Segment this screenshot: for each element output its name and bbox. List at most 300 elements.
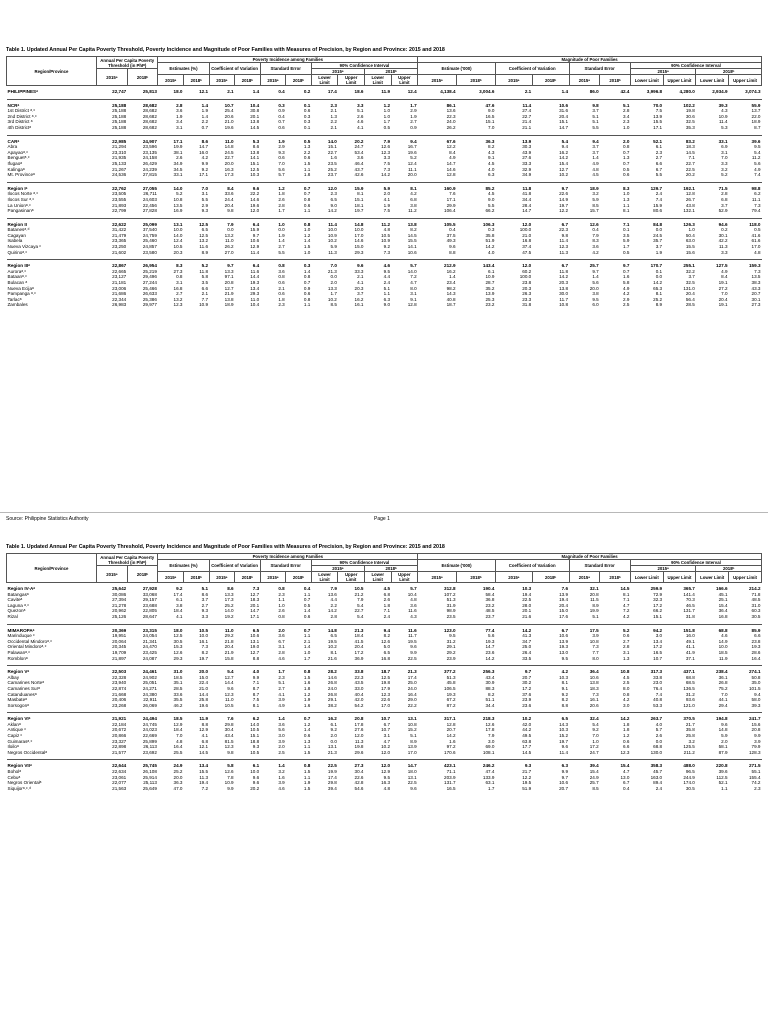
row-group (7, 760, 762, 795)
value-cell: 1.1 (303, 591, 311, 597)
value-cell: 20.1 (522, 608, 532, 614)
value-cell: 2.8 (278, 649, 285, 655)
value-cell: 8.7 (252, 685, 260, 691)
region-name-cell: Region Iᵃ (7, 182, 97, 191)
value-cell: 12.1 (199, 744, 209, 750)
value-cell: 20.1 (250, 602, 260, 608)
value-cell: 0.6 (278, 291, 285, 297)
value-cell: 370.5 (663, 713, 696, 722)
region-name-cell: 1st District ᵃ˒ᶜ (7, 108, 36, 114)
value-cell: 18.5 (718, 649, 728, 655)
value-cell: 2.4 (655, 785, 663, 791)
value-cell: 24,087 (142, 655, 157, 661)
region-name-cell: Region II (7, 218, 97, 227)
value-cell: 1.0 (623, 191, 630, 197)
value-cell: 2.8 (623, 644, 630, 650)
value-cell: 8.8 (561, 702, 569, 708)
value-cell: 3,074.3 (729, 86, 762, 100)
value-cell: 23,135 (142, 149, 157, 155)
value-cell: 10.5 (183, 624, 209, 633)
value-cell: 4.8 (176, 738, 183, 744)
value-cell: 19,709 (112, 649, 127, 655)
value-cell: 51.3 (446, 597, 456, 603)
value-cell: 7.3 (383, 249, 391, 255)
value-cell: 15.9 (338, 182, 365, 191)
value-cell: 8.2 (488, 144, 495, 150)
value-cell: 0.2 (721, 227, 728, 233)
value-cell: 9.6 (721, 721, 728, 727)
value-cell: 9.8 (569, 99, 600, 108)
value-cell: 220.8 (696, 760, 729, 769)
value-cell: 160.9 (418, 182, 457, 191)
value-cell: 13.9 (559, 591, 569, 597)
value-cell: 2.5 (623, 302, 630, 308)
value-cell: 12.0 (364, 760, 391, 769)
value-cell: 46.4 (354, 160, 364, 166)
value-cell: 3.8 (176, 602, 183, 608)
value-cell: 79.9 (751, 744, 761, 750)
row-group (7, 86, 762, 100)
value-cell: 19.5 (407, 638, 417, 644)
value-cell: 8.2 (488, 691, 495, 697)
value-cell: 7.9 (357, 597, 364, 603)
value-cell: 5.2 (410, 155, 417, 161)
value-cell: 3.7 (592, 144, 599, 150)
value-cell: 89.4 (653, 780, 663, 786)
value-cell: 39.6 (718, 769, 728, 775)
value-cell: 22,184 (112, 721, 127, 727)
value-cell: 174.0 (683, 780, 695, 786)
value-cell: 4.5 (488, 191, 495, 197)
value-cell: 9.0 (383, 302, 391, 308)
value-cell: 11.2 (364, 218, 391, 227)
value-cell: 10.9 (485, 274, 495, 280)
value-cell: 127.5 (696, 260, 729, 269)
value-cell: 36.3 (457, 135, 496, 144)
upper-limit-header: Upper Limit (338, 75, 365, 86)
value-cell: 26.2 (224, 244, 234, 250)
value-cell: 17.1 (199, 172, 209, 178)
row-group (7, 99, 762, 135)
value-cell: 12.3 (620, 749, 630, 755)
value-cell: 15.1 (485, 119, 495, 125)
mag-ci-2015-header: 2015ᵃ (630, 566, 695, 572)
value-cell: 2.0 (600, 135, 631, 144)
value-cell: 15.1 (559, 119, 569, 125)
region-name-cell: Kalingaᵃ (7, 166, 25, 172)
value-cell: 53.3 (653, 702, 663, 708)
value-cell: 51.9 (522, 785, 532, 791)
value-cell: 9.7 (592, 268, 599, 274)
value-cell: 125.5 (683, 744, 695, 750)
value-cell: 0.7 (201, 124, 209, 130)
value-cell: 67.2 (446, 697, 456, 703)
table-title: Table 1. Updated Annual Per Capita Poverty Threshold, Poverty Incidence and Magnitude of Poor Families with Measures of Precision, by Region and Province: 2015 and 2018 (6, 544, 445, 550)
value-cell: 11.2 (408, 208, 417, 214)
value-cell: 10.0 (173, 227, 183, 233)
value-cell: 244.9 (683, 774, 695, 780)
value-cell: 2.4 (383, 280, 391, 286)
lower-limit-header: Lower Limit (696, 75, 729, 86)
value-cell: 14.8 (311, 624, 338, 633)
value-cell: 25,188 (112, 119, 127, 125)
value-cell: 68.8 (685, 674, 695, 680)
value-cell: 71.8 (751, 591, 761, 597)
value-cell: 8.6 (252, 144, 260, 150)
value-cell: 85.2 (457, 182, 496, 191)
value-cell: 14.4 (250, 274, 260, 280)
value-cell: 7.1 (383, 608, 391, 614)
value-cell: 1.8 (303, 685, 311, 691)
value-cell: 11.4 (559, 749, 569, 755)
value-cell: 36.9 (354, 655, 364, 661)
region-name-cell: Boholᵃ (7, 769, 21, 775)
value-cell: 5.8 (209, 760, 235, 769)
value-cell: 22,503 (97, 666, 128, 675)
region-name-cell: Occidental Mindoroᵃ˒ᶜ (7, 638, 52, 644)
year-2018-header: 2018ᵇ (235, 572, 261, 583)
value-cell: 22,762 (97, 182, 128, 191)
value-cell: 2.7 (655, 155, 663, 161)
value-cell: 14.2 (495, 624, 532, 633)
value-cell: 0.6 (278, 124, 285, 130)
value-cell: 19.6 (250, 202, 260, 208)
value-cell: 36.4 (569, 666, 600, 675)
region-name-cell: Oriental Mindoroᵃ˒ᶜ (7, 644, 47, 650)
value-cell: 16.0 (685, 633, 695, 639)
value-cell: 13.8 (589, 680, 599, 686)
value-cell: 6.6 (623, 744, 630, 750)
value-cell: 1.2 (364, 99, 391, 108)
value-cell: 1.0 (383, 113, 391, 119)
value-cell: 9.5 (449, 633, 456, 639)
region-name-cell: Region IV-Aᵃ (7, 583, 97, 592)
value-cell: 21.7 (685, 721, 695, 727)
value-cell: 4.5 (488, 160, 495, 166)
row-group (7, 260, 762, 312)
value-cell: 33.6 (224, 191, 234, 197)
value-cell: 23.5 (446, 613, 456, 619)
value-cell: 12.8 (407, 302, 417, 308)
value-cell: 34.9 (173, 160, 183, 166)
value-cell: 4.1 (176, 613, 183, 619)
value-cell: 0.6 (278, 155, 285, 161)
value-cell: 10.0 (354, 227, 364, 233)
value-cell: 263.7 (630, 713, 663, 722)
value-cell: 12.6 (569, 218, 600, 227)
value-cell: 23.8 (751, 638, 761, 644)
value-cell: 0.6 (303, 108, 311, 114)
value-cell: 4.6 (278, 655, 285, 661)
value-cell: 9.2 (383, 244, 391, 250)
value-cell: 14.1 (250, 155, 260, 161)
value-cell: 14.0 (224, 608, 234, 614)
value-cell: 488.0 (663, 760, 696, 769)
value-cell: 0.8 (278, 613, 285, 619)
value-cell: 9.6 (410, 644, 417, 650)
value-cell: 4.3 (410, 613, 417, 619)
value-cell: 30,086 (112, 591, 127, 597)
value-cell: 5.5 (592, 124, 599, 130)
value-cell: 10.5 (381, 232, 391, 238)
value-cell: 5.7 (278, 172, 285, 178)
value-cell: 32.3 (653, 597, 663, 603)
row-group (7, 583, 762, 625)
value-cell: 44.2 (522, 727, 532, 733)
value-cell: 2.7 (623, 638, 630, 644)
value-cell: 63.0 (685, 238, 695, 244)
region-name-cell: Region VIIᵃ (7, 760, 97, 769)
value-cell: 13.7 (751, 108, 761, 114)
value-cell: 8.8 (449, 249, 456, 255)
province-row (7, 786, 762, 796)
value-cell: 20.8 (224, 280, 234, 286)
lower-limit-header: Lower Limit (311, 572, 338, 583)
value-cell: 10.7 (209, 99, 235, 108)
value-cell: 30.6 (685, 113, 695, 119)
value-cell: 10.9 (718, 113, 728, 119)
value-cell: 28,682 (142, 113, 157, 119)
value-cell: 3.9 (592, 633, 599, 639)
value-cell: 5.8 (623, 280, 630, 286)
value-cell: 3.7 (721, 202, 728, 208)
value-cell: 1.2 (303, 721, 311, 727)
value-cell: 1.2 (303, 691, 311, 697)
value-cell: 20.7 (446, 727, 456, 733)
value-cell: 8.8 (252, 655, 260, 661)
value-cell: 17.2 (653, 644, 663, 650)
value-cell: 1.0 (592, 738, 599, 744)
value-cell: 163.0 (650, 774, 663, 780)
value-cell: 69.0 (485, 744, 495, 750)
value-cell: 241.7 (729, 713, 762, 722)
value-cell: 6.4 (235, 218, 261, 227)
value-cell: 25.0 (522, 644, 532, 650)
region-name-cell: Apayaoᵃ˒ᶜ (7, 149, 28, 155)
value-cell: 24.0 (327, 685, 337, 691)
region-name-cell: Quirinoᵃ˒ᶜ (7, 249, 28, 255)
value-cell: 12.5 (381, 674, 391, 680)
value-cell: 27.6 (522, 155, 532, 161)
value-cell: 16.3 (224, 166, 234, 172)
value-cell: 24,536 (112, 172, 127, 178)
value-cell: 2.2 (303, 149, 311, 155)
value-cell: 7.0 (183, 182, 209, 191)
value-cell: 15.5 (653, 119, 663, 125)
ci-2018-header: 2018ᵇ (364, 566, 417, 572)
value-cell: 14.5 (250, 124, 260, 130)
value-cell: 4.9 (449, 155, 456, 161)
value-cell: 22.7 (327, 149, 337, 155)
value-cell: 27.3 (173, 268, 183, 274)
value-cell: 12.8 (685, 191, 695, 197)
mag-se-header: Standard Error (569, 560, 630, 572)
value-cell: 11.0 (250, 296, 260, 302)
value-cell: 55.9 (729, 99, 762, 108)
value-cell: 24.9 (158, 760, 184, 769)
value-cell: 14.7 (485, 644, 495, 650)
value-cell: 21.8 (224, 638, 234, 644)
region-total-row (7, 182, 762, 191)
value-cell: 0.3 (488, 227, 495, 233)
value-cell: 358.3 (630, 760, 663, 769)
magnitude-group-header: Magnitude of Poor Families (418, 554, 762, 560)
value-cell: 10.2 (327, 296, 337, 302)
value-cell: 12.3 (173, 302, 183, 308)
value-cell: 5.4 (754, 149, 761, 155)
value-cell: 4.8 (754, 249, 761, 255)
value-cell: 30.1 (718, 232, 728, 238)
value-cell: 48.5 (751, 597, 761, 603)
value-cell: 2,934.9 (696, 86, 729, 100)
value-cell: 36.8 (485, 597, 495, 603)
value-cell: 25.8 (685, 733, 695, 739)
value-cell: 3.8 (410, 202, 417, 208)
value-cell: 6.6 (201, 285, 209, 291)
value-cell: 170.7 (630, 260, 663, 269)
value-cell: 13.6 (446, 108, 456, 114)
value-cell: 0.6 (303, 155, 311, 161)
value-cell: 1.4 (303, 238, 311, 244)
value-cell: 1.8 (623, 727, 630, 733)
value-cell: 12.0 (495, 260, 532, 269)
province-row (7, 172, 762, 182)
value-cell: 14.0 (158, 182, 184, 191)
value-cell: 32.9 (522, 166, 532, 172)
value-cell: 12.6 (381, 638, 391, 644)
value-cell: 26,711 (143, 191, 157, 197)
value-cell: 29,157 (142, 597, 157, 603)
value-cell: 9.3 (278, 149, 285, 155)
value-cell: 1.8 (278, 191, 285, 197)
value-cell: 1.7 (488, 785, 495, 791)
region-name-cell: Pampanga ᵃ˒ᶜ (7, 291, 36, 297)
value-cell: 0.8 (286, 760, 312, 769)
year-2018-header: 2018ᵇ (127, 69, 158, 86)
value-cell: 14.9 (559, 196, 569, 202)
value-cell: 107.2 (444, 591, 456, 597)
table-page-2 (0, 512, 768, 1024)
value-cell: 8.6 (209, 583, 235, 592)
value-cell: 94.2 (630, 624, 663, 633)
value-cell: 68.5 (685, 680, 695, 686)
value-cell: 11.0 (224, 238, 234, 244)
value-cell: 12.5 (250, 166, 260, 172)
value-cell: 25.0 (407, 680, 417, 686)
value-cell: 0.9 (303, 285, 311, 291)
value-cell: 0.5 (623, 166, 630, 172)
value-cell: 166.6 (696, 583, 729, 592)
value-cell: 18.8 (250, 738, 260, 744)
value-cell: 5.0 (383, 644, 391, 650)
value-cell: 23.0 (653, 680, 663, 686)
value-cell: 365.7 (663, 583, 696, 592)
value-cell: 72.9 (653, 591, 663, 597)
value-cell: 1.3 (330, 113, 337, 119)
value-cell: 10.5 (338, 583, 365, 592)
value-cell: 9.6 (561, 744, 569, 750)
value-cell: 22.5 (407, 780, 417, 786)
value-cell: 15.9 (250, 227, 260, 233)
value-cell: 46.2 (173, 702, 183, 708)
value-cell: 7.5 (383, 208, 391, 214)
value-cell: 11.4 (311, 218, 338, 227)
value-cell: 2.1 (201, 291, 209, 297)
value-cell: 3.6 (176, 108, 183, 114)
value-cell: 0.6 (303, 613, 311, 619)
value-cell: 22,669 (142, 733, 157, 739)
value-cell: 13.9 (653, 113, 663, 119)
value-cell: 4.5 (364, 583, 391, 592)
value-cell: 19.5 (327, 638, 337, 644)
year-2015-header: 2015ᵃ (209, 572, 235, 583)
year-2018-header: 2018ᵇ (286, 75, 312, 86)
value-cell: 15.6 (685, 249, 695, 255)
value-cell: 5.9 (364, 182, 391, 191)
value-cell: 11.2 (751, 155, 761, 161)
value-cell: 13.8 (250, 119, 260, 125)
value-cell: 19.4 (199, 780, 209, 786)
mag-ci-2018-header: 2018ᵇ (696, 69, 762, 75)
year-2018-header: 2018ᵇ (183, 75, 209, 86)
value-cell: 131.7 (444, 780, 456, 786)
value-cell: 51.1 (485, 697, 495, 703)
value-cell: 6.1 (488, 268, 495, 274)
value-cell: 12.5 (173, 633, 183, 639)
value-cell: 11.7 (559, 296, 569, 302)
value-cell: 68.8 (653, 744, 663, 750)
value-cell: 31.0 (158, 666, 184, 675)
value-cell: 25,113 (143, 780, 157, 786)
value-cell: 16.4 (173, 744, 183, 750)
value-cell: 259.9 (630, 583, 663, 592)
region-name-cell: Catanduanesᵃ (7, 691, 37, 697)
value-cell: 246.2 (457, 760, 496, 769)
region-name-cell: Cebuᵃ (7, 774, 21, 780)
value-cell: 4.1 (201, 733, 209, 739)
value-cell: 21,278 (112, 602, 127, 608)
value-cell: 80.6 (653, 208, 663, 214)
value-cell: 6.5 (235, 624, 261, 633)
value-cell: 0.0 (330, 738, 337, 744)
se-header: Standard Error (260, 560, 311, 572)
value-cell: 2.9 (201, 202, 209, 208)
value-cell: 101.5 (749, 685, 761, 691)
value-cell: 32.1 (569, 583, 600, 592)
value-cell: 7.5 (655, 108, 663, 114)
value-cell: 34.4 (522, 196, 532, 202)
value-cell: 8.2 (383, 633, 391, 639)
value-cell: 203.9 (444, 774, 456, 780)
value-cell: 37,540 (142, 227, 157, 233)
value-cell: 11.0 (209, 135, 235, 144)
year-2018-header: 2018ᵇ (600, 572, 631, 583)
value-cell: 41.3 (522, 633, 532, 639)
region-total-row (7, 666, 762, 675)
value-cell: 1.4 (260, 713, 286, 722)
value-cell: 22.5 (685, 166, 695, 172)
value-cell: 13.5 (751, 274, 761, 280)
value-cell: 71.1 (446, 769, 456, 775)
value-cell: 33.6 (173, 691, 183, 697)
value-cell: 0.6 (303, 291, 311, 297)
value-cell: 9.4 (754, 691, 761, 697)
value-cell: 1.7 (383, 119, 391, 125)
value-cell: 20,064 (112, 638, 127, 644)
year-2015-header: 2015ᵃ (209, 75, 235, 86)
value-cell: 0.7 (286, 624, 312, 633)
value-cell: 10.2 (381, 744, 391, 750)
